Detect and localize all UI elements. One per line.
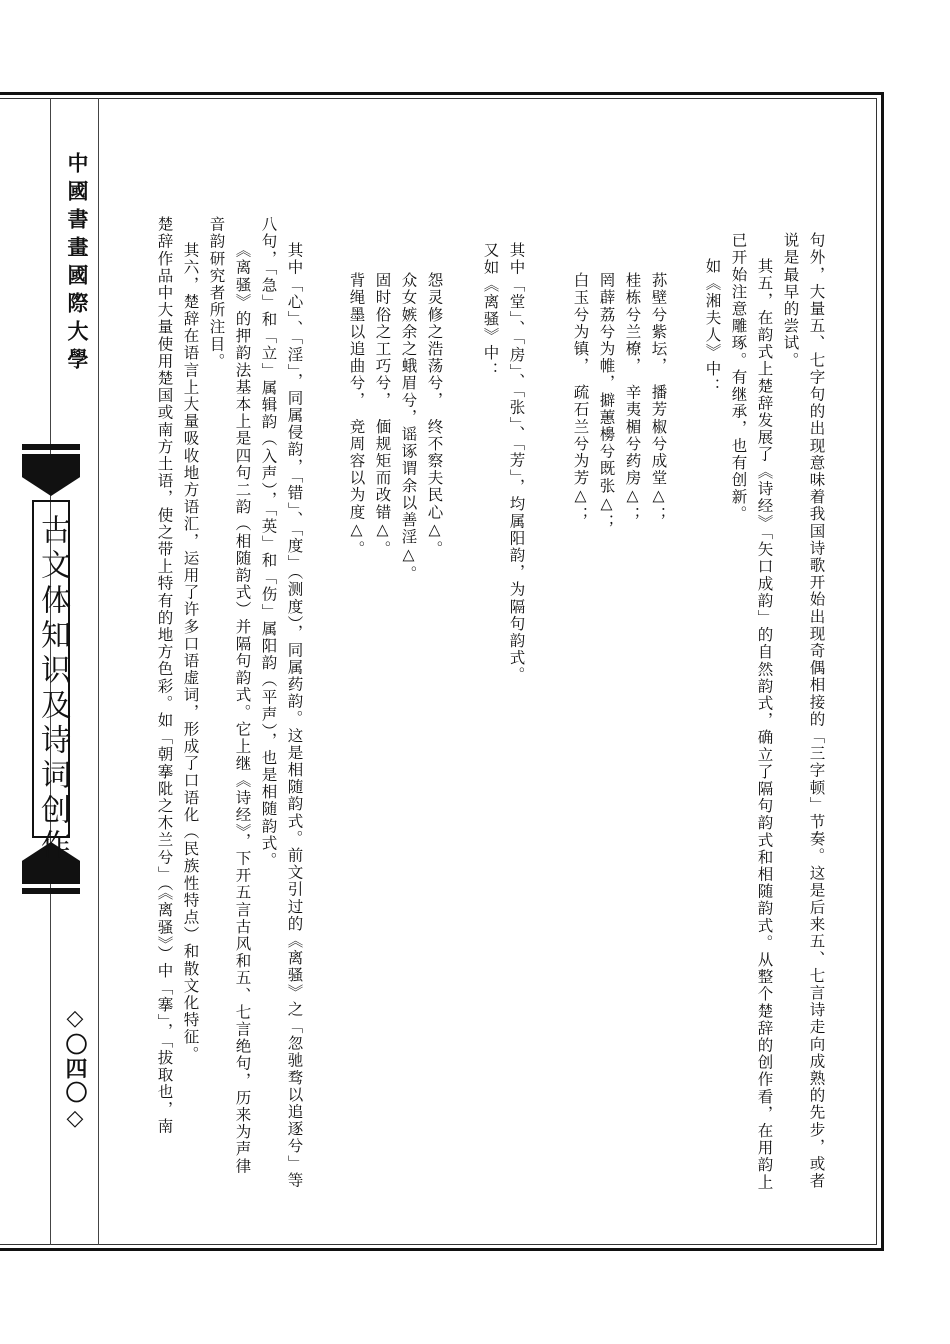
banner-top-bar [22,444,80,450]
poem2-line-1: 怨灵修之浩荡兮， 终不察夫民心△。 [425,272,444,558]
university-name: 中國書畫國際大學 [65,152,89,376]
text-column-12: 其六，楚辞在语言上大量吸收地方语汇，运用了许多口语虚词，形成了口语化（民族性特点）和散文化特征。 [181,242,200,1063]
poem1-line-2: 桂栋兮兰橑， 辛夷楣兮药房△； [623,272,642,524]
text-column-13: 楚辞作品中大量使用楚国或南方土语，使之带上特有的地方色彩。如「朝搴阰之木兰兮」（《离骚》）中「搴」，「拔取也，南 [155,216,174,1135]
poem2-line-4: 背绳墨以追曲兮， 竞周容以为度△。 [347,272,366,558]
poem1-line-4: 白玉兮为镇， 疏石兰兮为芳△； [571,272,590,524]
text-column-8: 其中「心」、「淫」，同属侵韵，「错」、「度」（测度），同属药韵。这是相随韵式。前文引过的《离骚》之「忽驰骛以追逐兮」等 [285,242,304,1189]
text-column-11: 音韵研究者所注目。 [207,216,226,370]
poem2-line-3: 固时俗之工巧兮， 偭规矩而改错△。 [373,272,392,558]
text-column-7: 又如《离骚》中： [481,242,500,379]
text-column-2: 说是最早的尝试。 [781,232,800,369]
text-column-9: 八句，「急」和「立」属辑韵（入声），「英」和「伤」属阳韵（平声），也是相随韵式。 [259,216,278,869]
banner-bottom-bar [22,888,80,894]
text-column-3: 其五，在韵式上楚辞发展了《诗经》「矢口成韵」的自然韵式，确立了隔句韵式和相随韵式。从整个楚辞的创作看，在用韵上 [755,258,774,1191]
sidebar-rule-right [98,98,99,1245]
page-number: ◇〇四〇◇ [62,1005,88,1133]
text-column-10: 《离骚》的押韵法基本上是四句二韵（相随韵式）并隔句韵式。它上继《诗经》，下开五言古风和五、七言绝句，历来为声律 [233,242,252,1175]
text-column-5: 如《湘夫人》中： [703,258,722,395]
text-column-1: 句外，大量五、七字句的出现意味着我国诗歌开始出现奇偶相接的「三字顿」节奏。这是后来五、七言诗走向成熟的先步，或者 [807,232,826,1190]
poem2-line-2: 众女嫉余之蛾眉兮，谣诼谓余以善淫△。 [399,272,418,583]
text-column-4: 已开始注意雕琢。有继承，也有创新。 [729,232,748,523]
book-title: 古文体知识及诗词创作 [35,514,70,864]
poem1-line-1: 荪壁兮紫坛， 播芳椒兮成堂△； [649,272,668,524]
poem1-line-3: 罔薜荔兮为帷，擗蕙櫋兮既张△； [597,272,616,531]
text-column-6: 其中「堂」、「房」、「张」、「芳」，均属阳韵，为隔句韵式。 [507,242,526,684]
